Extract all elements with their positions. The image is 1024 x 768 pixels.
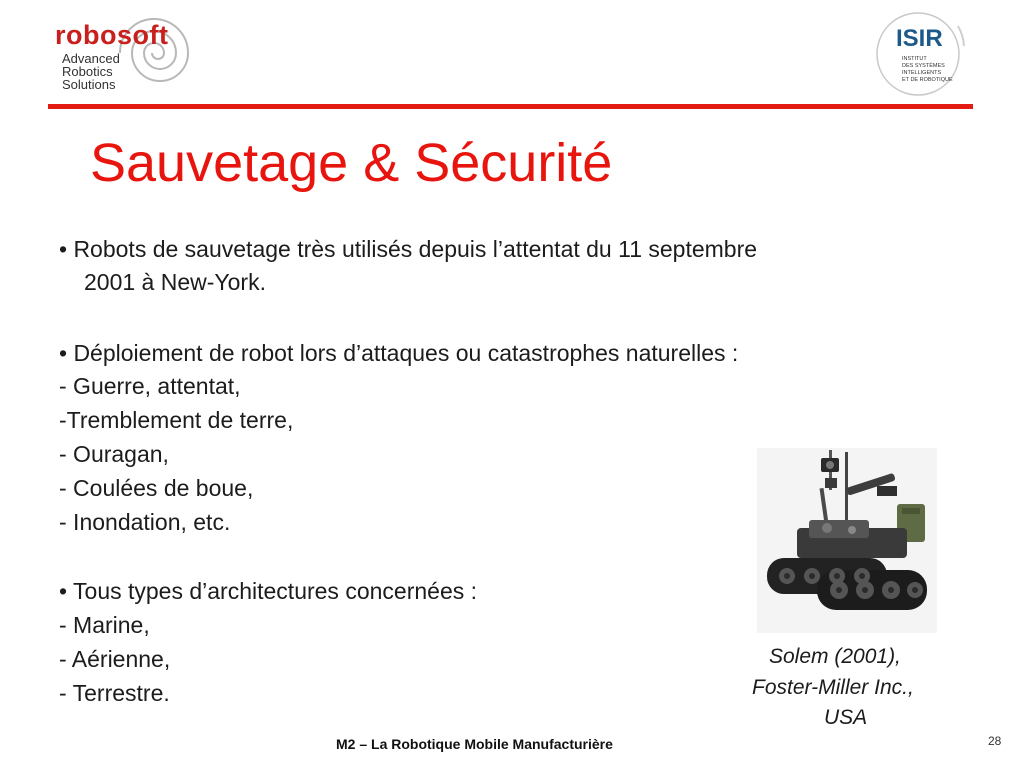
- robosoft-name: robosoft: [55, 20, 169, 50]
- body-line: -Tremblement de terre,: [59, 407, 294, 433]
- body-line: 2001 à New-York.: [84, 269, 266, 295]
- body-line: • Tous types d’architectures concernées :: [59, 578, 478, 604]
- photo-caption-line: Foster-Miller Inc.,: [752, 676, 914, 699]
- body-line: - Terrestre.: [59, 680, 170, 706]
- isir-logo: [866, 6, 976, 98]
- body-line: - Marine,: [59, 612, 150, 638]
- body-line: - Guerre, attentat,: [59, 373, 241, 399]
- isir-subtitle-4: ET DE ROBOTIQUE: [902, 77, 953, 83]
- slide-title: Sauvetage & Sécurité: [90, 133, 613, 193]
- header-divider: [48, 104, 973, 109]
- body-line: - Aérienne,: [59, 646, 171, 672]
- photo-caption-line: USA: [824, 706, 868, 729]
- isir-subtitle-1: INSTITUT: [902, 56, 927, 62]
- isir-subtitle-3: INTELLIGENTS: [902, 70, 942, 76]
- footer-text: M2 – La Robotique Mobile Manufacturière: [336, 736, 613, 752]
- isir-subtitle-2: DES SYSTÈMES: [902, 63, 945, 69]
- photo-caption-line: Solem (2001),: [769, 645, 901, 668]
- robot-photo: [757, 448, 937, 633]
- body-line: - Ouragan,: [59, 441, 169, 467]
- robosoft-tagline-2: Robotics: [62, 64, 113, 79]
- page-number: 28: [988, 734, 1002, 748]
- body-line: - Coulées de boue,: [59, 475, 254, 501]
- body-line: - Inondation, etc.: [59, 509, 231, 535]
- robosoft-tagline-3: Solutions: [62, 77, 116, 92]
- body-line: • Déploiement de robot lors d’attaques ou catastrophes naturelles :: [59, 340, 739, 366]
- isir-logo-name: ISIR: [896, 25, 943, 52]
- body-line: • Robots de sauvetage très utilisés depuis l’attentat du 11 septembre: [59, 236, 758, 262]
- robosoft-tagline-1: Advanced: [62, 51, 120, 66]
